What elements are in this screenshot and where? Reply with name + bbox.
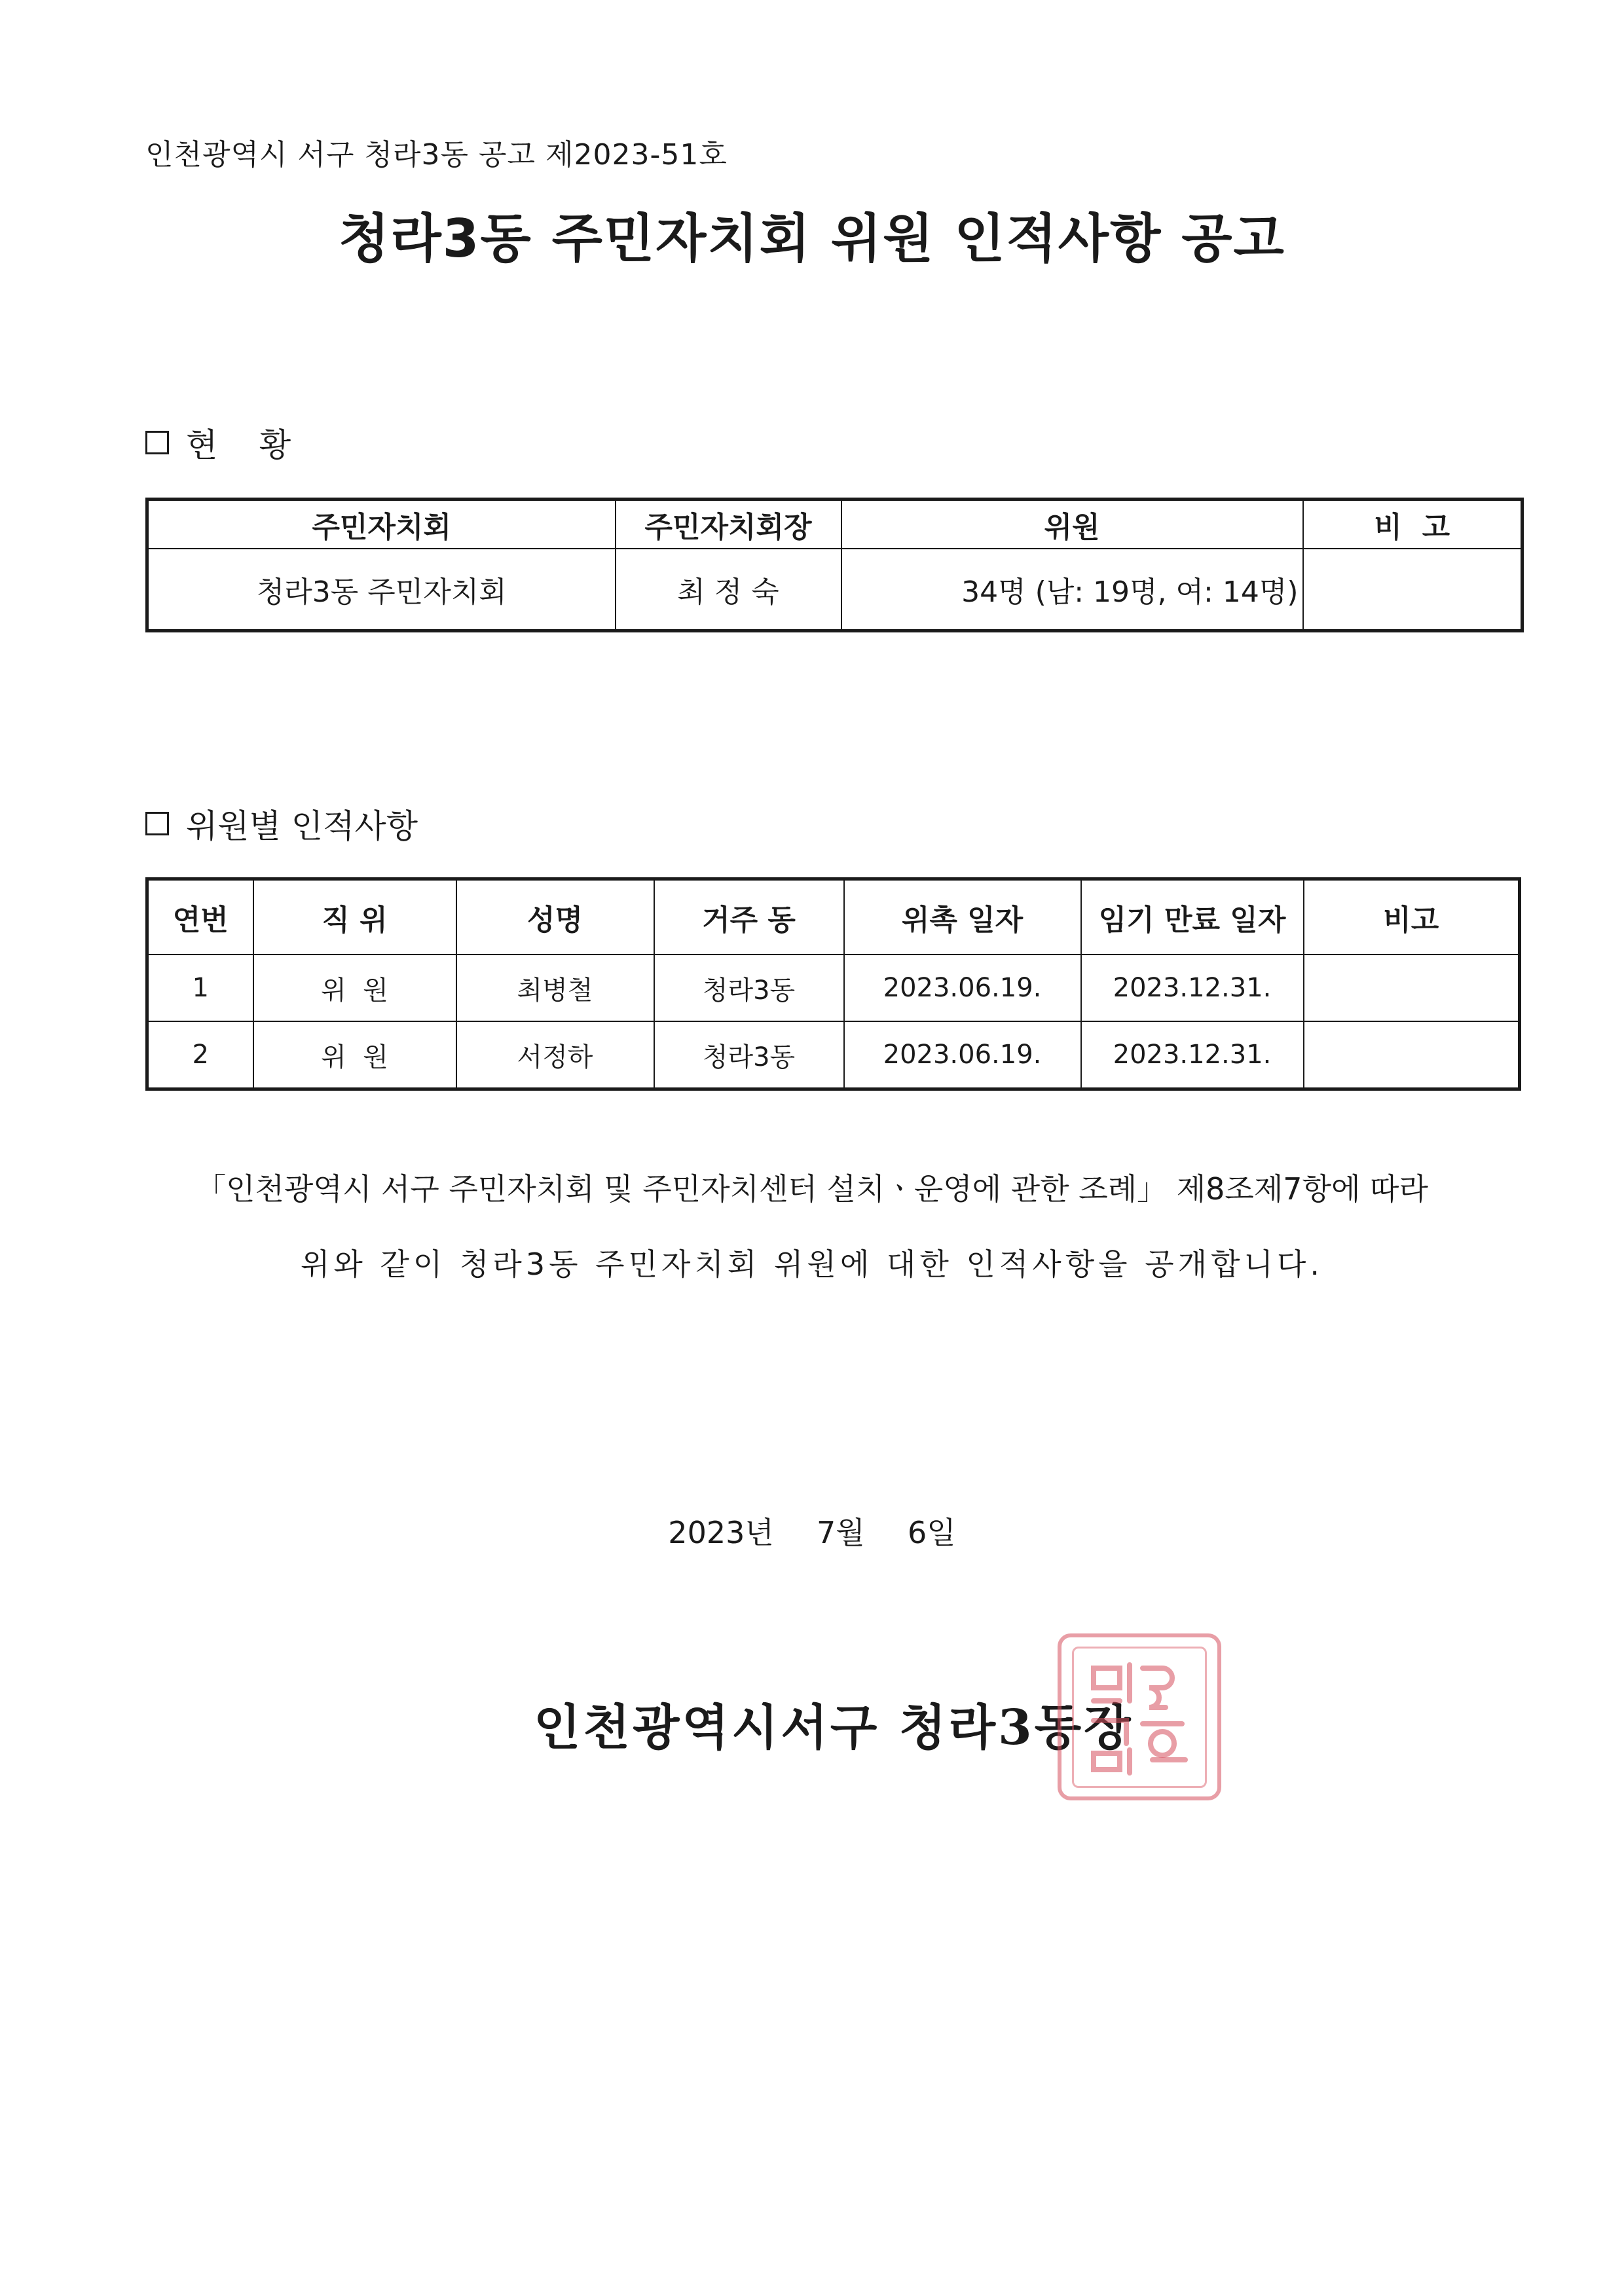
- seal-glyph-icon: [1080, 1655, 1198, 1779]
- cell-council: 청라3동 주민자치회: [147, 549, 616, 631]
- section-status-heading: [145, 419, 291, 466]
- col-header-chair: 주민자치회장: [616, 500, 841, 549]
- official-seal: [1058, 1633, 1221, 1800]
- status-table: [145, 498, 1524, 632]
- cell-note: [1303, 549, 1522, 631]
- cell-position: 위 원: [253, 1021, 456, 1089]
- cell-note: [1304, 955, 1520, 1021]
- cell-appointed: 2023.06.19.: [844, 1021, 1081, 1089]
- cell-no: 1: [147, 955, 253, 1021]
- cell-no: 2: [147, 1021, 253, 1089]
- section-status-label: 현 황: [186, 426, 291, 464]
- cell-expires: 2023.12.31.: [1081, 1021, 1304, 1089]
- members-table: [145, 877, 1521, 1091]
- checkbox-square-icon: [145, 812, 169, 835]
- cell-dong: 청라3동: [654, 1021, 844, 1089]
- col-header-no: 연번: [147, 879, 253, 955]
- col-header-dong: 거주 동: [654, 879, 844, 955]
- table-row: [147, 1021, 1520, 1089]
- cell-dong: 청라3동: [654, 955, 844, 1021]
- cell-name: 최병철: [456, 955, 654, 1021]
- body-text-line2: 위와 같이 청라3동 주민자치회 위원에 대한 인적사항을 공개합니다.: [300, 1247, 1323, 1282]
- members-table-header: [147, 879, 1520, 955]
- table-row: [147, 955, 1520, 1021]
- issuer-signature: 인천광역시서구 청라3동장: [534, 1700, 1134, 1756]
- cell-appointed: 2023.06.19.: [844, 955, 1081, 1021]
- body-text-line1: 「인천광역시 서구 주민자치회 및 주민자치센터 설치ㆍ운영에 관한 조례」 제8조제7항에 따라: [196, 1171, 1428, 1207]
- notice-number: 인천광역시 서구 청라3동 공고 제2023-51호: [145, 138, 728, 172]
- status-table-header: [147, 500, 1522, 549]
- col-header-note: 비 고: [1303, 500, 1522, 549]
- cell-expires: 2023.12.31.: [1081, 955, 1304, 1021]
- document-title: 청라3동 주민자치회 위원 인적사항 공고: [339, 208, 1285, 269]
- col-header-expires: 임기 만료 일자: [1081, 879, 1304, 955]
- cell-chair: 최 정 숙: [616, 549, 841, 631]
- col-header-council: 주민자치회: [147, 500, 616, 549]
- cell-members: 34명 (남: 19명, 여: 14명): [841, 549, 1303, 631]
- section-members-heading: [145, 800, 418, 847]
- col-header-position: 직 위: [253, 879, 456, 955]
- col-header-note: 비고: [1304, 879, 1520, 955]
- cell-note: [1304, 1021, 1520, 1089]
- col-header-appointed: 위촉 일자: [844, 879, 1081, 955]
- section-members-label: 위원별 인적사항: [186, 807, 418, 845]
- seal-inner-frame: [1072, 1647, 1207, 1788]
- notice-date: 2023년 7월 6일: [668, 1515, 956, 1550]
- cell-position: 위 원: [253, 955, 456, 1021]
- col-header-members: 위원: [841, 500, 1303, 549]
- checkbox-square-icon: [145, 431, 169, 454]
- col-header-name: 성명: [456, 879, 654, 955]
- cell-name: 서정하: [456, 1021, 654, 1089]
- table-row: [147, 549, 1522, 631]
